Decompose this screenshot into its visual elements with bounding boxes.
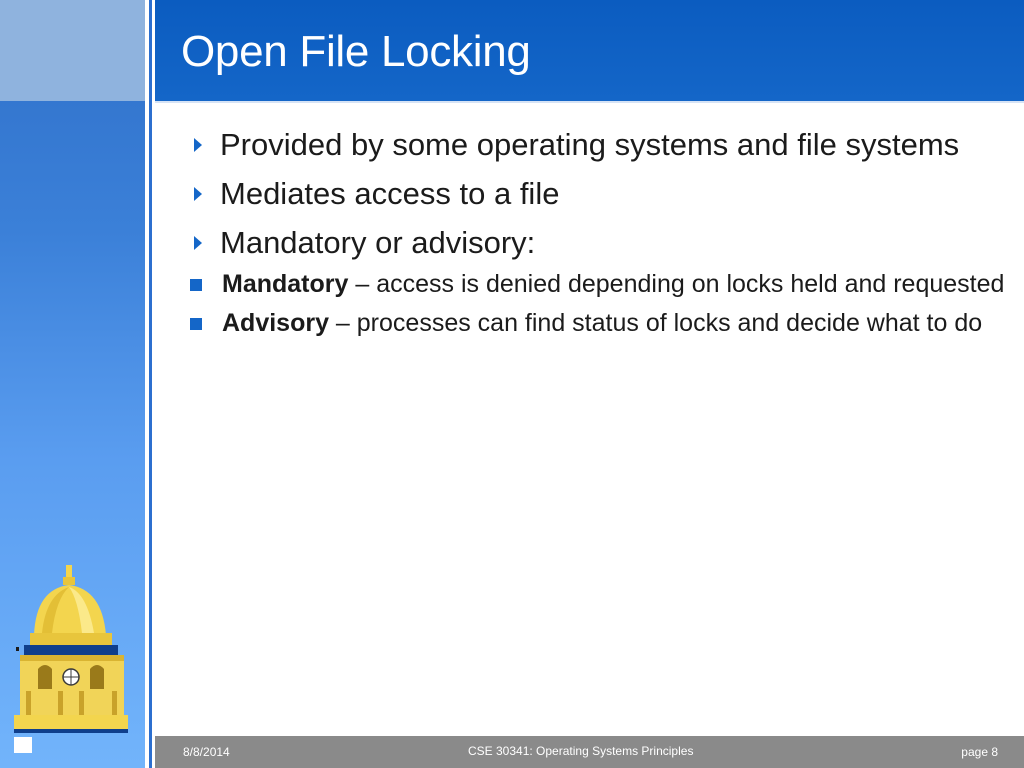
sub-bullet-item bbox=[139, 267, 1008, 301]
footer-date: 8/8/2014 bbox=[183, 745, 230, 759]
title-rule bbox=[155, 101, 1024, 103]
sub-bullet-term: Advisory bbox=[222, 309, 329, 337]
bullet-item bbox=[188, 173, 1008, 214]
sub-bullet-item bbox=[139, 306, 1008, 340]
slide-content bbox=[188, 124, 1008, 345]
golden-dome-logo bbox=[12, 565, 130, 755]
bullet-item bbox=[188, 124, 1008, 165]
square-bullet-icon bbox=[190, 279, 202, 291]
footer-page-number: page 8 bbox=[961, 745, 998, 759]
bullet-text: Mandatory or advisory: bbox=[220, 225, 536, 260]
triangle-bullet-icon bbox=[194, 138, 202, 152]
sub-bullet-text: – processes can find status of locks and decide what to do bbox=[328, 309, 983, 337]
triangle-bullet-icon bbox=[194, 187, 202, 201]
footer-course: CSE 30341: Operating Systems Principles bbox=[468, 744, 694, 758]
divider-stripe bbox=[152, 0, 155, 768]
sub-bullet-text: – access is denied depending on locks held and requested bbox=[348, 270, 1005, 298]
triangle-bullet-icon bbox=[194, 236, 202, 250]
square-bullet-icon bbox=[190, 318, 202, 330]
bullet-item bbox=[188, 222, 1008, 263]
footer-bar bbox=[155, 736, 1024, 768]
sub-bullet-term: Mandatory bbox=[222, 270, 349, 298]
slide-title: Open File Locking bbox=[181, 27, 531, 76]
bullet-text: Provided by some operating systems and file systems bbox=[220, 127, 960, 162]
bullet-text: Mediates access to a file bbox=[220, 176, 560, 211]
left-top-block bbox=[0, 0, 145, 101]
